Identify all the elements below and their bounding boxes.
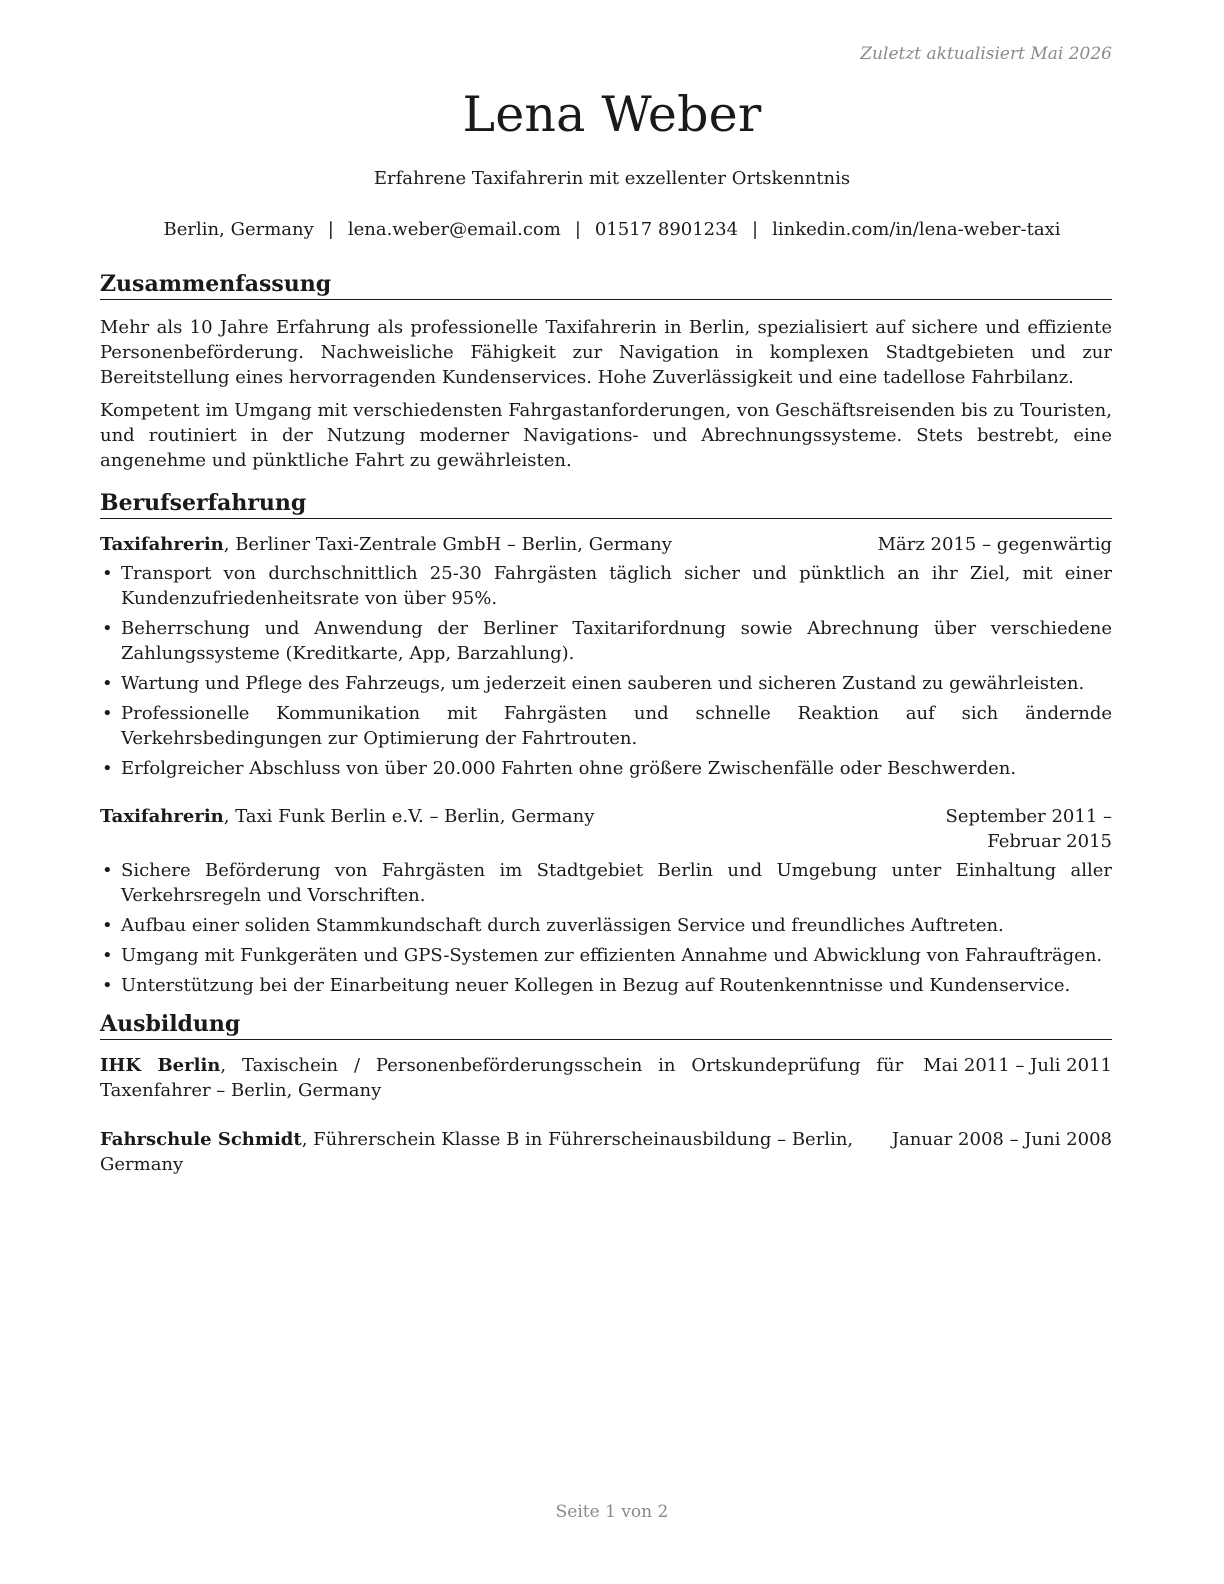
- summary-section: [100, 270, 1112, 473]
- bullet-icon: •: [102, 563, 113, 584]
- job-dates: September 2011 – Februar 2015: [945, 806, 1112, 852]
- bullet-icon: •: [102, 915, 113, 936]
- job-header: [100, 532, 1112, 557]
- bullet-text: Sichere Beförderung von Fahrgästen im Stadtgebiet Berlin und Umgebung unter Einhaltung aller Verkehrsregeln und Vorschriften.: [121, 860, 1112, 906]
- last-updated-note: Zuletzt aktualisiert Mai 2026: [860, 44, 1112, 64]
- contact-separator: |: [327, 219, 334, 240]
- contact-phone: 01517 8901234: [594, 219, 739, 240]
- list-item: [100, 616, 1112, 666]
- job-entry: [100, 804, 1112, 998]
- experience-section: [100, 489, 1112, 998]
- education-dates: Januar 2008 – Juni 2008: [891, 1129, 1112, 1150]
- list-item: [100, 701, 1112, 751]
- list-item: [100, 756, 1112, 781]
- education-section: [100, 1010, 1112, 1177]
- education-institution: Fahrschule Schmidt: [100, 1129, 302, 1150]
- bullet-icon: •: [102, 703, 113, 724]
- contact-separator: |: [574, 219, 581, 240]
- bullet-icon: •: [102, 975, 113, 996]
- job-dates: März 2015 – gegenwärtig: [877, 534, 1112, 555]
- education-title-line: [100, 1127, 892, 1177]
- list-item: [100, 858, 1112, 908]
- section-title-summary: Zusammenfassung: [100, 270, 1112, 300]
- job-title-line: [100, 804, 872, 829]
- contact-line: [0, 219, 1224, 240]
- job-bullet-list: [100, 858, 1112, 998]
- list-item: [100, 913, 1112, 938]
- list-item: [100, 561, 1112, 611]
- candidate-name: Lena Weber: [462, 86, 762, 143]
- section-title-education: Ausbildung: [100, 1010, 1112, 1040]
- job-entry: [100, 532, 1112, 781]
- job-role: Taxifahrerin: [100, 806, 224, 827]
- job-role: Taxifahrerin: [100, 534, 224, 555]
- job-organization: , Berliner Taxi-Zentrale GmbH – Berlin, Germany: [223, 534, 672, 555]
- education-dates: Mai 2011 – Juli 2011: [923, 1055, 1112, 1076]
- job-header: [100, 804, 1112, 854]
- resume-body: [100, 270, 1112, 1177]
- page-number: Seite 1 von 2: [555, 1502, 669, 1522]
- education-institution: IHK Berlin: [100, 1055, 221, 1076]
- bullet-text: Beherrschung und Anwendung der Berliner Taxitarifordnung sowie Abrechnung über verschiedene Zahlungssysteme (Kreditkarte, App, Barzahlung).: [121, 618, 1112, 664]
- contact-separator: |: [752, 219, 759, 240]
- bullet-text: Professionelle Kommunikation mit Fahrgästen und schnelle Reaktion auf sich ändernde Verkehrsbedingungen zur Optimierung der Fahrtrouten.: [121, 703, 1112, 749]
- bullet-icon: •: [102, 618, 113, 639]
- bullet-icon: •: [102, 758, 113, 779]
- job-organization: , Taxi Funk Berlin e.V. – Berlin, Germany: [223, 806, 595, 827]
- bullet-icon: •: [102, 673, 113, 694]
- bullet-text: Wartung und Pflege des Fahrzeugs, um jederzeit einen sauberen und sicheren Zustand zu gewährleisten.: [121, 673, 1085, 694]
- list-item: [100, 943, 1112, 968]
- candidate-tagline: Erfahrene Taxifahrerin mit exzellenter Ortskenntnis: [373, 168, 851, 189]
- bullet-icon: •: [102, 860, 113, 881]
- education-detail: , Taxischein / Personenbeförderungsschein in Ortskundeprüfung für Taxenfahrer – Berlin, Germany: [100, 1055, 904, 1101]
- bullet-text: Umgang mit Funkgeräten und GPS-Systemen zur effizienten Annahme und Abwicklung von Fahraufträgen.: [121, 945, 1103, 966]
- education-detail: , Führerschein Klasse B in Führerscheinausbildung – Berlin, Germany: [100, 1129, 854, 1175]
- job-bullet-list: [100, 561, 1112, 781]
- contact-location: Berlin, Germany: [163, 219, 314, 240]
- bullet-icon: •: [102, 945, 113, 966]
- list-item: [100, 671, 1112, 696]
- job-title-line: [100, 532, 878, 557]
- bullet-text: Unterstützung bei der Einarbeitung neuer Kollegen in Bezug auf Routenkenntnisse und Kundenservice.: [121, 975, 1071, 996]
- bullet-text: Erfolgreicher Abschluss von über 20.000 Fahrten ohne größere Zwischenfälle oder Beschwerden.: [121, 758, 1017, 779]
- education-title-line: [100, 1053, 923, 1103]
- summary-paragraph: Kompetent im Umgang mit verschiedensten Fahrgastanforderungen, von Geschäftsreisenden bis zu Touristen, und routiniert in der Nutzung moderner Navigations- und Abrechnungssysteme. Stets bestrebt, eine angenehme und pünktliche Fahrt zu gewährleisten.: [100, 400, 1112, 471]
- list-item: [100, 973, 1112, 998]
- summary-paragraph: Mehr als 10 Jahre Erfahrung als professionelle Taxifahrerin in Berlin, spezialisiert auf sichere und effiziente Personenbeförderung. Nachweisliche Fähigkeit zur Navigation in komplexen Stadtgebieten und zur Bereitstellung eines hervorragenden Kundenservices. Hohe Zuverlässigkeit und eine tadellose Fahrbilanz.: [100, 317, 1112, 388]
- contact-email[interactable]: lena.weber@email.com: [347, 219, 561, 240]
- education-entry: [100, 1127, 1112, 1177]
- contact-linkedin[interactable]: linkedin.com/in/lena-weber-taxi: [772, 219, 1061, 240]
- bullet-text: Aufbau einer soliden Stammkundschaft durch zuverlässigen Service und freundliches Auftreten.: [121, 915, 1004, 936]
- bullet-text: Transport von durchschnittlich 25-30 Fahrgästen täglich sicher und pünktlich an ihr Ziel, mit einer Kundenzufriedenheitsrate von über 95%.: [121, 563, 1112, 609]
- education-entry: [100, 1053, 1112, 1103]
- section-title-experience: Berufserfahrung: [100, 489, 1112, 519]
